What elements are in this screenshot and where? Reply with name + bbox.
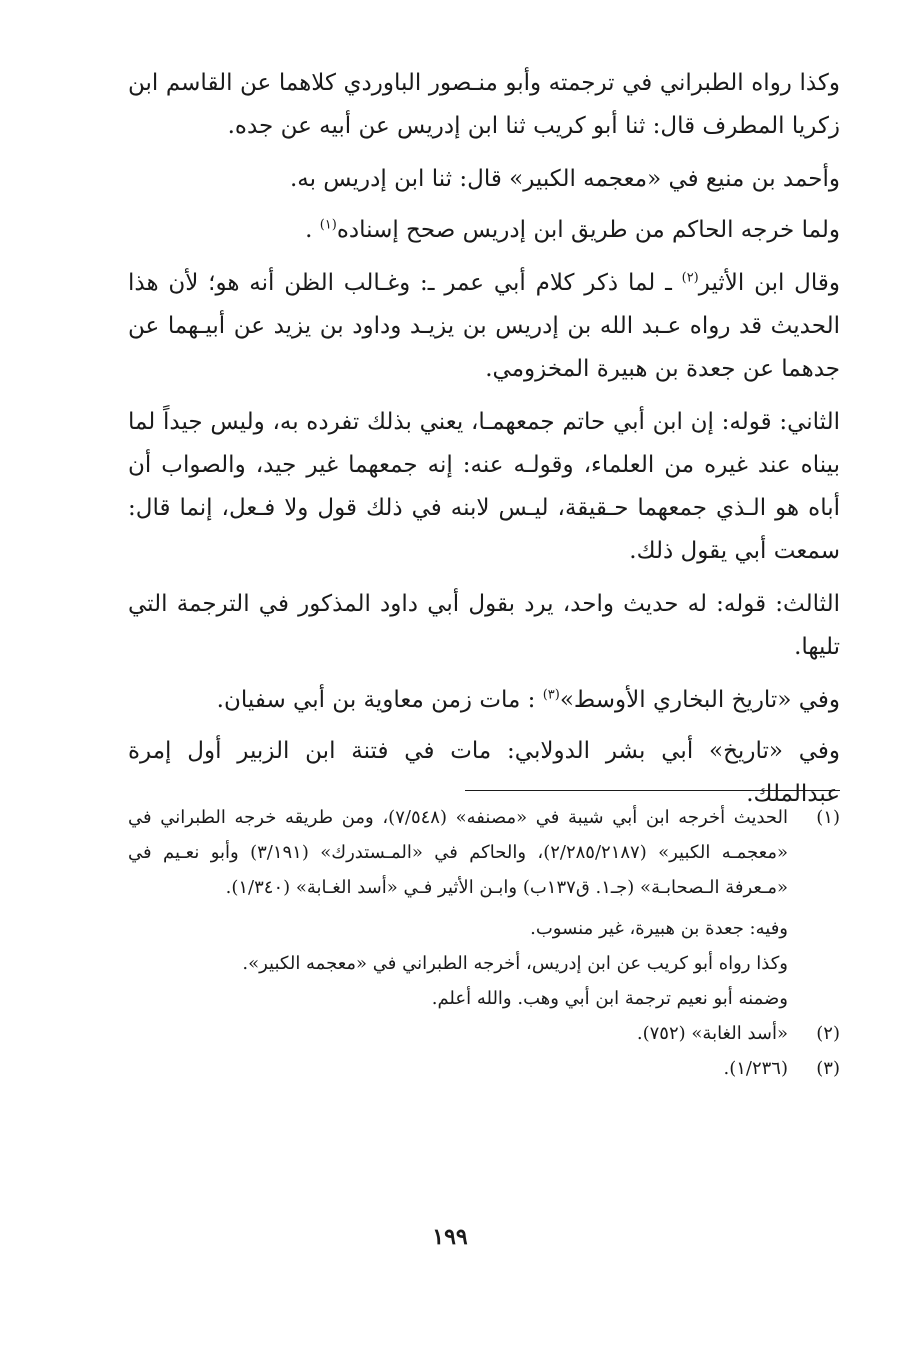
footnote-ref-3[interactable]: (٣) [542, 687, 560, 703]
footnote-2-text: «أسد الغابة» (٧٥٢). [636, 1023, 788, 1044]
footnote-3 [128, 1051, 840, 1086]
footnote-1-continuation-3: وضمنه أبو نعيم ترجمة ابن أبي وهب. والله أعلم. [431, 988, 788, 1009]
footnote-2 [128, 1016, 840, 1051]
footnote-3-number: (٣) [816, 1058, 840, 1079]
footnote-1 [128, 800, 840, 905]
paragraph-4-body: ـ لما ذكر كلام أبي عمر ـ: وغـالب الظن أنه هو؛ لأن هذا الحديث قد رواه عـبد الله بن إدريس بن يزيـد وداود بن يزيد عن أبيـهما عن جدهما عن جعدة بن هبيرة المخزومي. [128, 270, 840, 382]
paragraph-3-text: ولما خرجه الحاكم من طريق ابن إدريس صحح إسناده [336, 217, 840, 243]
paragraph-3 [128, 209, 840, 252]
footnote-1-number: (١) [816, 807, 840, 828]
paragraph-4 [128, 262, 840, 391]
footnote-2-number: (٢) [816, 1023, 840, 1044]
main-text [128, 62, 840, 826]
page-number: ١٩٩ [432, 1224, 468, 1250]
paragraph-7-body: : مات زمن معاوية بن أبي سفيان. [216, 687, 543, 713]
footnote-ref-2[interactable]: (٢) [681, 270, 699, 286]
paragraph-7 [128, 679, 840, 722]
footnote-1-continuation-1: وفيه: جعدة بن هبيرة، غير منسوب. [530, 918, 788, 939]
footnote-1-continuation-2: وكذا رواه أبو كريب عن ابن إدريس، أخرجه الطبراني في «معجمه الكبير». [242, 953, 788, 974]
paragraph-2: وأحمد بن منيع في «معجمه الكبير» قال: ثنا ابن إدريس به. [289, 166, 840, 192]
paragraph-8: وفي «تاريخ» أبي بشر الدولابي: مات في فتنة ابن الزبير أول إمرة عبدالملك. [128, 738, 840, 807]
footnotes [128, 800, 840, 1086]
footnote-1-text: الحديث أخرجه ابن أبي شيبة في «مصنفه» (٧/٥٤٨)، ومن طريقه خرجه الطبراني في «معجمـه الكبير» (٢/٢٨٥/٢١٨٧)، والحاكم في «المـستدرك» (٣/١٩١) وأبو نعـيم في «مـعرفة الـصحابـة» (جـ١. ق١٣٧ب) وابـن الأثير فـي «أسد الغـابة» (١/٣٤٠). [128, 807, 789, 898]
paragraph-4-start: وقال ابن الأثير [698, 270, 840, 296]
footnote-3-text: (١/٢٣٦). [723, 1058, 788, 1079]
paragraph-3-end: . [305, 217, 320, 243]
paragraph-1: وكذا رواه الطبراني في ترجمته وأبو منـصور الباوردي كلاهما عن القاسم ابن زكريا المطرف قال: ثنا أبو كريب ثنا ابن إدريس عن أبيه عن جده. [128, 70, 840, 139]
paragraph-5: الثاني: قوله: إن ابن أبي حاتم جمعهمـا، يعني بذلك تفرده به، وليس جيداً لما بيناه عند غيره من العلماء، وقولـه عنه: إنه جمعهما غير جيد، والصواب أن أباه هو الـذي جمعهما حـقيقة، ليـس لابنه في ذلك قول ولا فـعل، إنما قال: سمعت أبي يقول ذلك. [128, 409, 840, 564]
footnote-separator [465, 790, 840, 791]
footnote-ref-1[interactable]: (١) [319, 217, 337, 233]
paragraph-7-start: وفي «تاريخ البخاري الأوسط» [559, 687, 840, 713]
paragraph-6: الثالث: قوله: له حديث واحد، يرد بقول أبي داود المذكور في الترجمة التي تليها. [128, 591, 840, 660]
